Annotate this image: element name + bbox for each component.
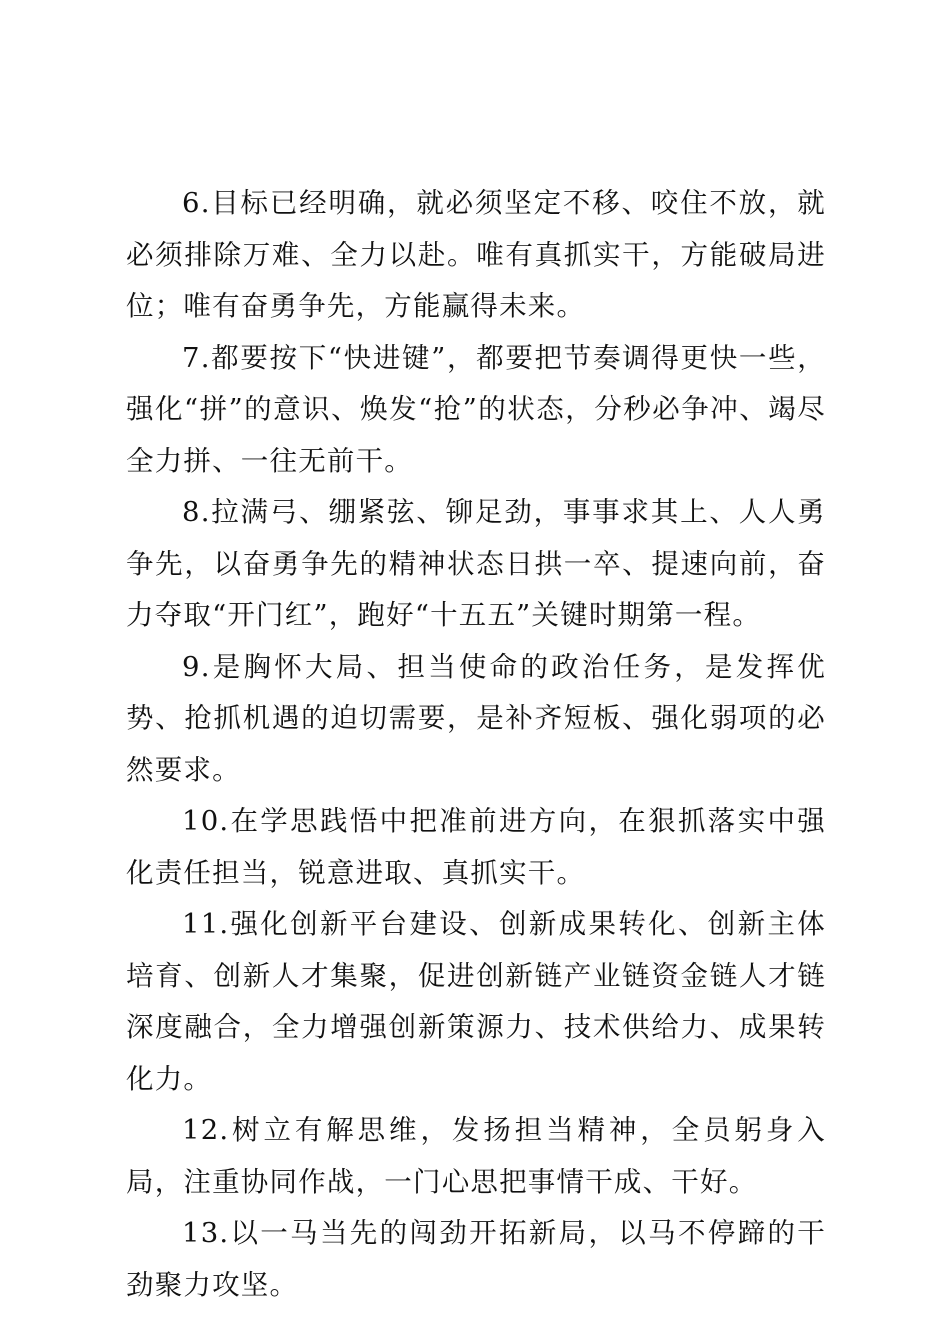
paragraph-8: 8.拉满弓、绷紧弦、铆足劲，事事求其上、人人勇争先，以奋勇争先的精神状态日拱一卒、提速向前，奋力夺取“开门红”，跑好“十五五”关键时期第一程。 (126, 496, 826, 631)
document-body (126, 178, 826, 1311)
paragraph-7: 7.都要按下“快进键”，都要把节奏调得更快一些，强化“拼”的意识、焕发“抢”的状态，分秒必争冲、竭尽全力拼、一往无前干。 (126, 341, 826, 477)
paragraph-11: 11.强化创新平台建设、创新成果转化、创新主体培育、创新人才集聚，促进创新链产业链资金链人才链深度融合，全力增强创新策源力、技术供给力、成果转化力。 (126, 908, 826, 1095)
paragraph-6: 6.目标已经明确，就必须坚定不移、咬住不放，就必须排除万难、全力以赴。唯有真抓实干，方能破局进位；唯有奋勇争先，方能赢得未来。 (126, 187, 826, 322)
paragraph-9: 9.是胸怀大局、担当使命的政治任务，是发挥优势、抢抓机遇的迫切需要，是补齐短板、强化弱项的必然要求。 (126, 650, 826, 786)
paragraph-12: 12.树立有解思维，发扬担当精神，全员躬身入局，注重协同作战，一门心思把事情干成、干好。 (126, 1114, 826, 1198)
paragraph-10: 10.在学思践悟中把准前进方向，在狠抓落实中强化责任担当，锐意进取、真抓实干。 (126, 805, 826, 889)
paragraph-13: 13.以一马当先的闯劲开拓新局，以马不停蹄的干劲聚力攻坚。 (126, 1217, 826, 1301)
